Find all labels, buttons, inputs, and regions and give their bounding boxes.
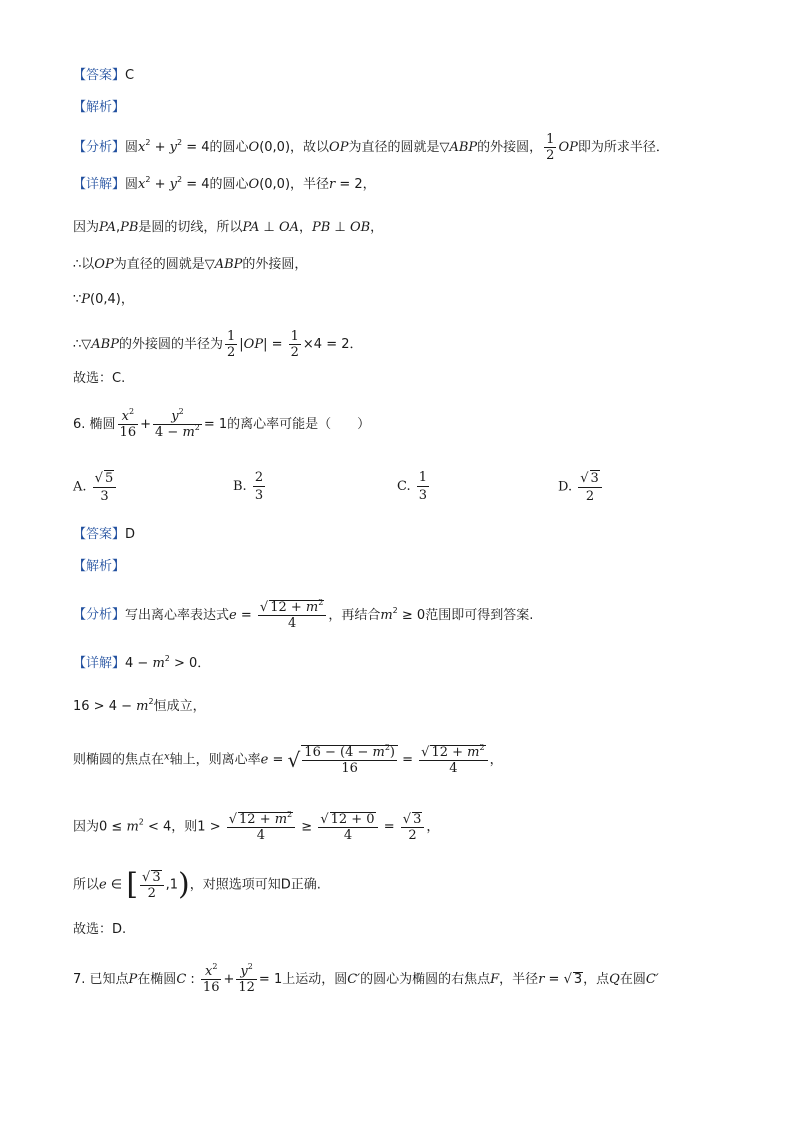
option-b: B. $\frac{2}{3}$	[233, 470, 264, 503]
answer-label: 【答案】	[73, 68, 126, 83]
q6-fenxi-text: 写出离心率表达式e = $\frac{√ 12 + m^2}{4}$ ，再结合$m^2 \ge 0$范围即可得到答案.	[125, 598, 534, 631]
q5-xiangjie-line: 【详解】圆$x^2 + y^2 = 4$的圆心O(0,0)，半径r = 2，	[73, 175, 376, 192]
option-d: D. $\frac{√ 3}{2}$	[558, 470, 604, 504]
q5-xiangjie-text: 圆$x^2 + y^2 = 4$的圆心O(0,0)，半径r = 2，	[125, 175, 376, 192]
q5-step4: ∴▽ABP的外接圆的半径为 $\frac{1}{2}$ |OP| = $\frac{1}{2}$ ×4 = 2．	[73, 329, 363, 360]
q5-step2: ∴以OP为直径的圆就是▽ABP的外接圆，	[73, 257, 308, 272]
q6-stem: 6. 椭圆 $\frac{x^2}{16}$ + $\frac{y^2}{4 - m^2}$ = 1的离心率可能是（ ）	[73, 407, 371, 440]
q6-step4: 所以e ∈ [ $\frac{√ 3}{2}$ ,1)，对照选项可知D正确.	[73, 867, 321, 902]
q7-stem: 7. 已知点P在椭圆C : $\frac{x^2}{16}$ + $\frac{y^2}{12}$ = 1上运动，圆C′的圆心为椭圆的右焦点F，半径r = √ 3，点Q在圆C′	[73, 962, 659, 995]
answer-value: C	[125, 68, 135, 83]
q5-step3: ∵P(0,4)，	[73, 292, 134, 307]
q5-step1: 因为PA,PB是圆的切线，所以PA ⊥ OA，PB ⊥ OB，	[73, 220, 384, 235]
q5-conclusion: 故选：C.	[73, 371, 126, 386]
q6-fenxi-line: 【分析】写出离心率表达式e = $\frac{√ 12 + m^2}{4}$ ，再结合$m^2 \ge 0$范围即可得到答案.	[73, 598, 534, 631]
q6-step3: 因为$0 \le m^2 < 4$，则1 > $\frac{√ 12 + m^2}{4}$ ≥ $\frac{√ 12 + 0}{4}$ = $\frac{√ 3}{2}$ ，	[73, 810, 440, 843]
q6-analysis-label: 【解析】	[73, 559, 126, 574]
q6-xiangjie-text: $4 - m^2 > 0$．	[125, 654, 211, 671]
q6-conclusion: 故选：D.	[73, 922, 127, 937]
option-c: C. $\frac{1}{3}$	[397, 470, 428, 503]
q6-answer-line: 【答案】D	[73, 527, 136, 542]
q5-analysis-label: 【解析】	[73, 100, 126, 115]
q6-step1: $16 > 4 - m^2$恒成立，	[73, 697, 206, 714]
q5-fenxi-text: 圆$x^2 + y^2 = 4$的圆心O(0,0)，故以OP为直径的圆就是▽ABP的外接圆， $\frac{1}{2}$ OP即为所求半径．	[125, 132, 669, 163]
q5-fenxi-line: 【分析】圆$x^2 + y^2 = 4$的圆心O(0,0)，故以OP为直径的圆就是▽ABP的外接圆， $\frac{1}{2}$ OP即为所求半径．	[73, 132, 669, 163]
q6-xiangjie-line: 【详解】$4 - m^2 > 0$．	[73, 654, 211, 671]
option-a: A. $\frac{√ 5}{3}$	[73, 470, 118, 504]
q5-answer-line	[73, 69, 134, 82]
q6-step2: 则椭圆的焦点在$^x$轴上，则离心率e = √ $\frac{16 - (4 - m^2)}{16}$ = $\frac{√ 12 + m^2}{4}$ ，	[73, 743, 503, 776]
